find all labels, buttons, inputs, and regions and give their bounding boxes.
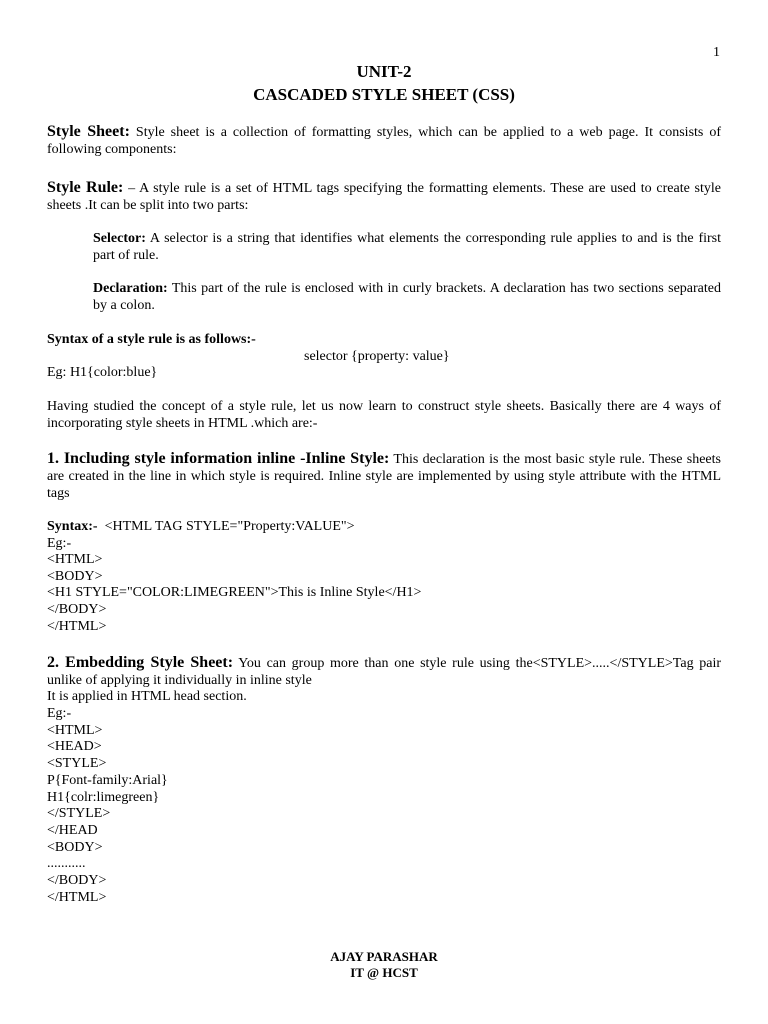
footer-author: AJAY PARASHAR <box>330 949 438 964</box>
page-title: CASCADED STYLE SHEET (CSS) <box>253 85 515 104</box>
inline-syntax-line <box>47 518 355 535</box>
unit-heading: UNIT-2 <box>356 62 412 81</box>
inline-code-line: <HTML> <box>47 552 103 567</box>
style-sheet-paragraph <box>47 123 721 158</box>
intro-paragraph: Having studied the concept of a style rule, let us now learn to construct style sheets. Basically there are 4 ways of incorporating style sheets in HTML .which are:- <box>47 399 721 431</box>
embedding-code-line: ........... <box>47 856 86 871</box>
declaration-term: Declaration: <box>93 281 168 296</box>
embedding-code-line: <HEAD> <box>47 739 102 754</box>
embedding-code-line: <STYLE> <box>47 756 107 771</box>
footer-department: IT @ HCST <box>350 965 418 980</box>
inline-style-text: This declaration is the most basic style rule. These sheets are created in the line in which style is required. Inline style are implemented by using style attribute with the HTML tags <box>47 452 721 501</box>
embedding-text: You can group more than one style rule using the<STYLE>.....</STYLE>Tag pair unlike of applying it individually in inline style <box>47 656 721 688</box>
embedding-applied: It is applied in HTML head section. <box>47 689 247 704</box>
embedding-code-line: <HTML> <box>47 723 103 738</box>
embedding-code-line: <BODY> <box>47 840 103 855</box>
inline-syntax-value: <HTML TAG STYLE="Property:VALUE"> <box>97 519 355 534</box>
selector-text: A selector is a string that identifies what elements the corresponding rule applies to and is the first part of rule. <box>93 231 721 263</box>
syntax-rule: selector {property: value} <box>304 349 450 364</box>
syntax-example: Eg: H1{color:blue} <box>47 365 158 380</box>
embedding-code-line: </HTML> <box>47 890 107 905</box>
inline-code-line: </HTML> <box>47 619 107 634</box>
inline-style-heading: 1. Including style information inline -Inline Style: <box>47 450 390 467</box>
embedding-code-line: Eg:- <box>47 706 72 721</box>
embedding-paragraph <box>47 654 721 689</box>
embedding-code-line: </BODY> <box>47 873 107 888</box>
inline-code-line: Eg:- <box>47 536 72 551</box>
declaration-text: This part of the rule is enclosed with in curly brackets. A declaration has two sections separated by a colon. <box>93 281 721 313</box>
selector-term: Selector: <box>93 231 146 246</box>
style-rule-term: Style Rule: <box>47 179 124 196</box>
embedding-code-line: P{Font-family:Arial} <box>47 773 168 788</box>
embedding-code-line: </STYLE> <box>47 806 111 821</box>
page-number: 1 <box>713 45 720 60</box>
embedding-code-line: H1{colr:limegreen} <box>47 790 160 805</box>
declaration-paragraph <box>93 280 721 314</box>
style-rule-paragraph <box>47 179 721 214</box>
style-rule-text: – A style rule is a set of HTML tags specifying the formatting elements. These are used to create style sheets .It can be split into two parts: <box>47 181 721 213</box>
embedding-heading: 2. Embedding Style Sheet: <box>47 654 234 671</box>
embedding-code-line: </HEAD <box>47 823 98 838</box>
inline-code-line: <BODY> <box>47 569 103 584</box>
style-sheet-text: Style sheet is a collection of formatting styles, which can be applied to a web page. It consists of following components: <box>47 125 721 157</box>
inline-code-line: <H1 STYLE="COLOR:LIMEGREEN">This is Inline Style</H1> <box>47 585 422 600</box>
selector-paragraph <box>93 230 721 264</box>
style-sheet-term: Style Sheet: <box>47 123 130 140</box>
inline-code-line: </BODY> <box>47 602 107 617</box>
syntax-heading: Syntax of a style rule is as follows:- <box>47 332 256 347</box>
inline-style-paragraph <box>47 450 721 502</box>
inline-syntax-label: Syntax:- <box>47 519 98 534</box>
